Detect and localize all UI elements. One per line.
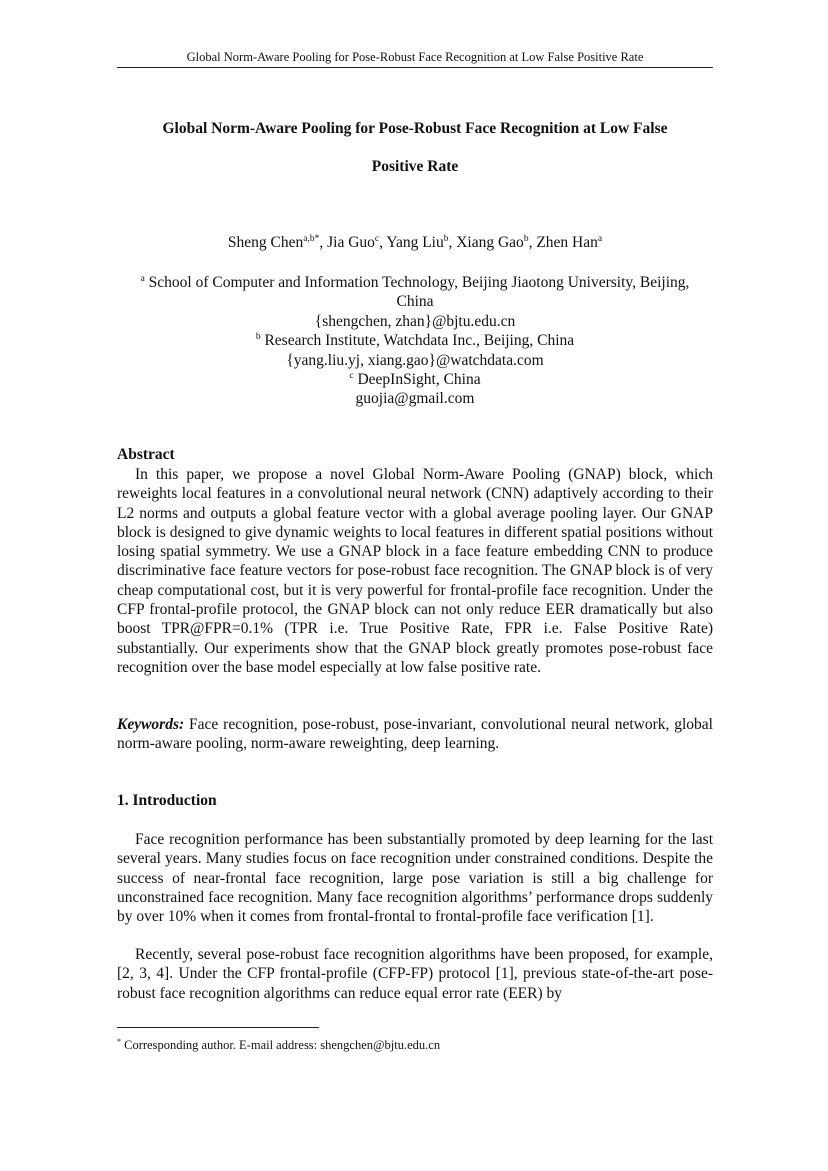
title-line-1: Global Norm-Aware Pooling for Pose-Robust Face Recognition at Low False bbox=[162, 120, 668, 137]
author-affiliation-mark: c bbox=[374, 233, 380, 244]
affiliation-c-email: guojia@gmail.com bbox=[355, 390, 475, 408]
affiliations bbox=[117, 273, 713, 409]
affiliation-text: School of Computer and Information Technology, Beijing Jiaotong University, Beijing, bbox=[144, 274, 690, 291]
paper-title bbox=[117, 119, 713, 177]
keywords bbox=[117, 715, 713, 754]
affiliation-mark: b bbox=[255, 332, 261, 343]
affiliation-mark: c bbox=[349, 370, 354, 381]
affiliation-b-email: {yang.liu.yj, xiang.gao}@watchdata.com bbox=[286, 351, 544, 369]
keywords-label: Keywords: bbox=[117, 716, 185, 733]
author-separator: , bbox=[319, 234, 328, 251]
affiliation-a bbox=[117, 273, 713, 292]
footnote-mark: * bbox=[117, 1036, 121, 1046]
footnote-rule bbox=[117, 1027, 319, 1028]
author-affiliation-mark: a bbox=[597, 233, 603, 244]
author-name: Sheng Chen bbox=[227, 234, 304, 251]
introduction-heading: 1. Introduction bbox=[117, 792, 217, 809]
running-head: Global Norm-Aware Pooling for Pose-Robust Face Recognition at Low False Positive Rate bbox=[117, 48, 713, 68]
title-line-2: Positive Rate bbox=[371, 158, 459, 175]
affiliation-c bbox=[117, 370, 713, 389]
author-name: Xiang Gao bbox=[456, 234, 524, 251]
footnote-text: Corresponding author. E-mail address: shengchen@bjtu.edu.cn bbox=[121, 1038, 441, 1052]
author-separator: , bbox=[528, 234, 537, 251]
author-list bbox=[117, 233, 713, 253]
author-affiliation-mark: a,b* bbox=[303, 233, 320, 244]
author-affiliation-mark: b bbox=[523, 233, 529, 244]
introduction-paragraph-2: Recently, several pose-robust face recognition algorithms have been proposed, for example, [2, 3, 4]. Under the CFP frontal-profile (CFP-FP) protocol [1], previous state-of-the-art pose-robust face recognition algorithms can reduce equal error rate (EER) by bbox=[117, 946, 713, 1002]
affiliation-a-email: {shengchen, zhan}@bjtu.edu.cn bbox=[314, 312, 516, 330]
footnote bbox=[117, 1037, 713, 1054]
affiliation-mark: a bbox=[140, 273, 145, 284]
author-name: Yang Liu bbox=[386, 234, 444, 251]
author-separator: , bbox=[448, 234, 457, 251]
affiliation-text: DeepInSight, China bbox=[353, 371, 481, 389]
introduction-paragraph-1: Face recognition performance has been substantially promoted by deep learning for the last several years. Many studies focus on face recognition under constrained conditions. Despite the success of near-frontal face recognition, large pose variation is still a big challenge for unconstrained face recognition. Many face recognition algorithms’ performance drops suddenly by over 10% when it comes from frontal-frontal to frontal-profile face verification [1]. bbox=[117, 831, 713, 926]
author-separator: , bbox=[379, 234, 387, 251]
abstract-heading: Abstract bbox=[117, 446, 175, 463]
keywords-text: Face recognition, pose-robust, pose-invariant, convolutional neural network, global norm-aware pooling, norm-aware reweighting, deep learning. bbox=[117, 716, 713, 753]
author-affiliation-mark: b bbox=[443, 233, 449, 244]
author-name: Zhen Han bbox=[536, 234, 598, 251]
abstract-text: In this paper, we propose a novel Global Norm-Aware Pooling (GNAP) block, which reweights local features in a convolutional neural network (CNN) adaptively according to their L2 norms and outputs a global feature vector with a global average pooling layer. Our GNAP block is designed to give dynamic weights to local features in different spatial positions without losing spatial symmetry. We use a GNAP block in a face feature embedding CNN to produce discriminative face feature vectors for pose-robust face recognition. The GNAP block is of very cheap computational cost, but it is very powerful for frontal-profile face recognition. Under the CFP frontal-profile protocol, the GNAP block can not only reduce EER dramatically but also boost TPR@FPR=0.1% (TPR i.e. True Positive Rate, FPR i.e. False Positive Rate) substantially. Our experiments show that the GNAP block greatly promotes pose-robust face recognition over the base model especially at low false positive rate. bbox=[117, 466, 713, 676]
affiliation-text: Research Institute, Watchdata Inc., Beijing, China bbox=[260, 332, 575, 350]
author-name: Jia Guo bbox=[327, 234, 375, 251]
affiliation-a-country: China bbox=[396, 293, 434, 311]
affiliation-b bbox=[117, 331, 713, 350]
